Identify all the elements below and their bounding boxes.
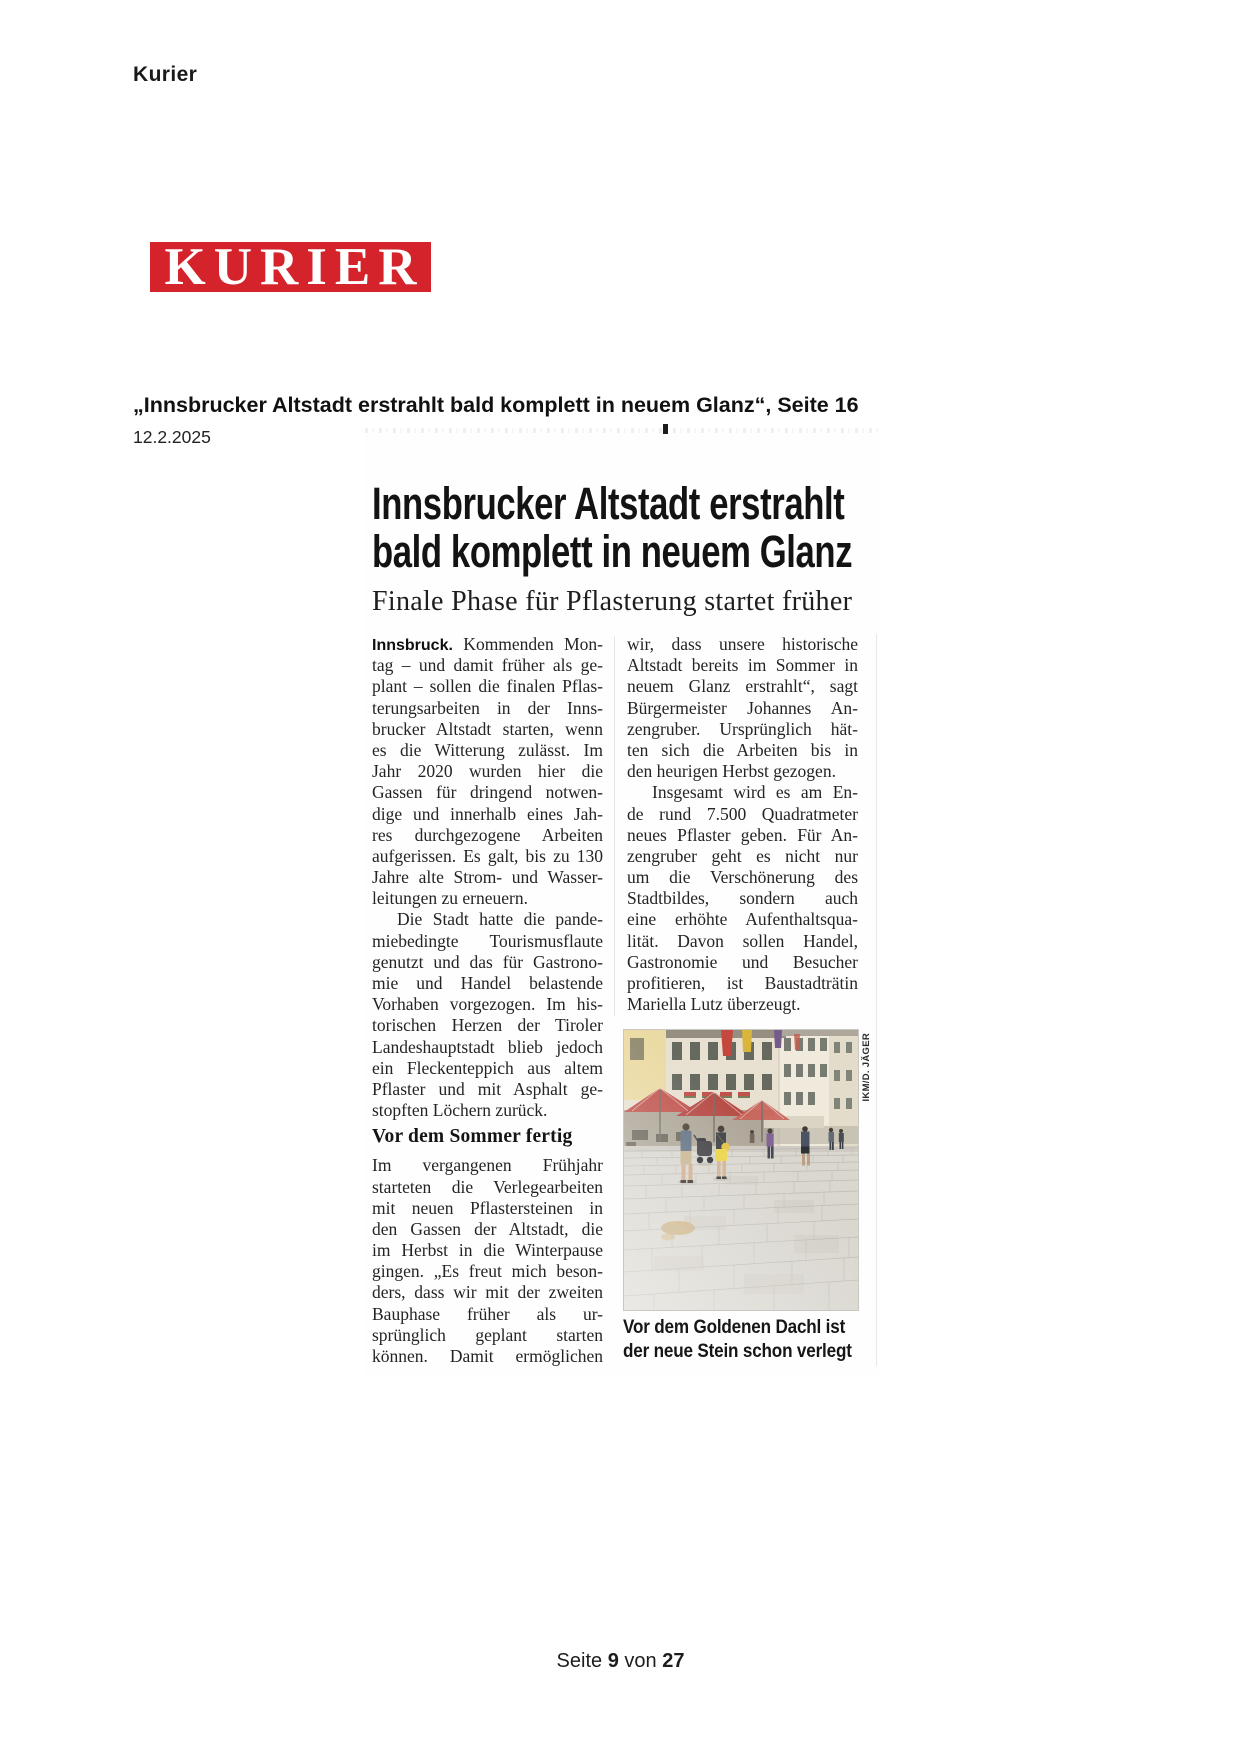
photo-caption: [623, 1316, 859, 1364]
clipping-edge-rule: [876, 634, 877, 1366]
article-columns: [372, 634, 874, 1367]
article-text-line: gingen. „Es freut mich beson-: [372, 1261, 603, 1282]
article-text-line: mie und Handel belastende: [372, 973, 603, 993]
kurier-logo: [150, 238, 431, 296]
article-text-line: terungsarbeiten in der Inns-: [372, 697, 603, 718]
article-text-line: dige und innerhalb eines Jah-: [372, 803, 603, 824]
scan-artifact-tick: [663, 424, 668, 434]
article-text-line: profitieren, ist Baustadträtin: [627, 973, 858, 993]
article-text-line: es die Witterung zulässt. Im: [372, 739, 603, 760]
street-scene-illustration: [624, 1030, 858, 1310]
article-text-line: leitungen zu erneuern.: [372, 888, 528, 909]
scan-artifact-strip: [365, 428, 881, 433]
street-scene-photo: [623, 1029, 859, 1311]
article-column-right-text: [627, 634, 858, 1015]
source-label: Kurier: [133, 63, 198, 86]
article-text-line: torischen Herzen der Tiroler: [372, 1015, 603, 1036]
article-text-line: können. Damit ermöglichen: [372, 1346, 603, 1366]
article-text-line: Gastronomie und Besucher: [627, 951, 858, 972]
article-text-line: im Herbst in die Winterpause: [372, 1240, 603, 1261]
article-text-line: ders, dass wir mit der zweiten: [372, 1282, 603, 1303]
paragraph-lead: Innsbruck.: [372, 637, 453, 654]
article-text-line: den Gassen der Altstadt, die: [372, 1218, 603, 1239]
article-text-line: um die Verschönerung des: [627, 867, 858, 888]
footer-prefix: Seite: [556, 1650, 603, 1672]
article-text-line: Jahr 2020 wurden hier die: [372, 761, 603, 782]
article-text-line: mit neuen Pflastersteinen in: [372, 1197, 603, 1218]
article-text-line: den heurigen Herbst gezogen.: [627, 761, 836, 782]
article-text-line: miebedingte Tourismusflaute: [372, 930, 603, 951]
article-text-line: Bauphase früher als ur-: [372, 1303, 603, 1324]
article-text-line: Altstadt bereits im Sommer in: [627, 655, 858, 676]
article-text-line: Innsbruck. Kommenden Mon-: [372, 634, 603, 654]
footer-middle: von: [624, 1650, 657, 1672]
article-text-line: Gassen für dringend notwen-: [372, 782, 603, 803]
article-photo-figure: [623, 1029, 872, 1364]
article-text-line: Die Stadt hatte die pande-: [397, 909, 603, 930]
article-text-line: tag – und damit früher als ge-: [372, 655, 603, 676]
article-text-line: Stadtbildes, sondern auch: [627, 888, 858, 909]
article-column-right: [623, 634, 872, 1367]
page-footer: [0, 1650, 1241, 1673]
article-column-left: [372, 634, 603, 1367]
article-text-line: ein Fleckenteppich aus altem: [372, 1057, 603, 1078]
article-headline-line1: Innsbrucker Altstadt erstrahlt: [372, 478, 845, 529]
article-text-line: Jahre alte Strom- und Wasser-: [372, 867, 603, 888]
article-text-line: Im vergangenen Frühjahr: [372, 1155, 603, 1176]
article-text-line: Pflaster und mit Asphalt ge-: [372, 1078, 603, 1099]
article-text-line: Mariella Lutz überzeugt.: [627, 994, 801, 1015]
article-text-line: sprünglich geplant starten: [372, 1324, 603, 1345]
kurier-logo-text: KURIER: [164, 238, 425, 296]
photo-credit: IKM/D. JÄGER: [861, 1033, 872, 1102]
article-subtitle: Finale Phase für Pflasterung startet früher: [372, 586, 853, 617]
article-headline: [372, 480, 852, 576]
article-text-line: neues Pflaster geben. Für An-: [627, 824, 858, 845]
article-text-line: Insgesamt wird es am En-: [652, 782, 858, 803]
article-text-line: plant – sollen die finalen Pflas-: [372, 676, 603, 697]
photo-caption-line2: der neue Stein schon verlegt: [623, 1341, 852, 1363]
article-text-line: ten sich die Arbeiten bis in: [627, 739, 858, 760]
article-text-line: Bürgermeister Johannes An-: [627, 697, 858, 718]
article-text-line: lität. Davon sollen Handel,: [627, 930, 858, 951]
article-text-line: Vorhaben vorgezogen. Im his-: [372, 994, 603, 1015]
column-subhead: Vor dem Sommer fertig: [372, 1126, 573, 1148]
article-text-line: wir, dass unsere historische: [627, 634, 858, 654]
article-text-line: zengruber. Ursprünglich hät-: [627, 718, 858, 739]
clipping-reference-title: „Innsbrucker Altstadt erstrahlt bald komplett in neuem Glanz“, Seite 16: [133, 393, 859, 417]
column-divider-rule: [614, 636, 615, 1016]
footer-current-page: 9: [607, 1650, 619, 1672]
newspaper-clipping: [365, 428, 881, 1378]
footer-total-pages: 27: [662, 1650, 685, 1672]
article-headline-line2: bald komplett in neuem Glanz: [372, 526, 853, 577]
article-text-line: starteten die Verlegearbeiten: [372, 1176, 603, 1197]
article-text-line: de rund 7.500 Quadratmeter: [627, 803, 858, 824]
article-text-line: Landeshauptstadt blieb jedoch: [372, 1036, 603, 1057]
article-text-line: res durchgezogene Arbeiten: [372, 824, 603, 845]
article-text-line: stopften Löchern zurück.: [372, 1100, 548, 1121]
article-text-line: genutzt und das für Gastrono-: [372, 951, 603, 972]
article-text-line: aufgerissen. Es galt, bis zu 130: [372, 845, 603, 866]
clipping-date: 12.2.2025: [133, 427, 211, 447]
article-text-line: brucker Altstadt starten, wenn: [372, 718, 603, 739]
article-text-line: neuem Glanz erstrahlt“, sagt: [627, 676, 858, 697]
article-text-line: zengruber geht es nicht nur: [627, 845, 858, 866]
article-text-line: eine erhöhte Aufenthaltsqua-: [627, 909, 858, 930]
photo-caption-line1: Vor dem Goldenen Dachl ist: [623, 1317, 846, 1339]
